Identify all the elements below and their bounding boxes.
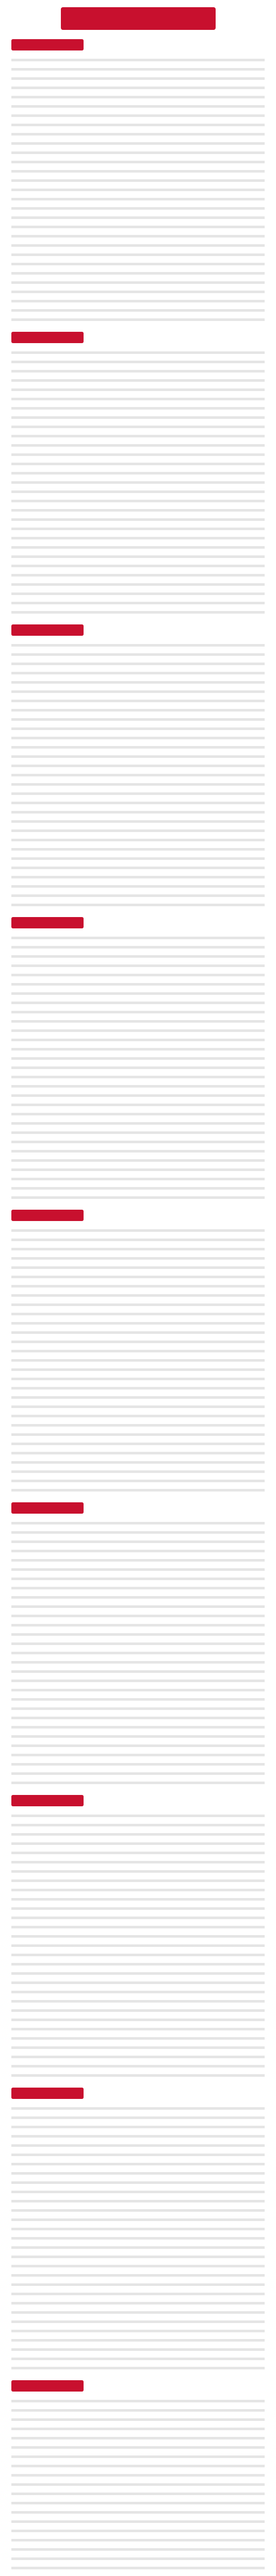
section-body bbox=[11, 641, 265, 909]
section bbox=[11, 1210, 265, 1494]
section-body bbox=[11, 1811, 265, 2079]
section-heading bbox=[11, 1210, 84, 1221]
section bbox=[11, 39, 265, 324]
section-heading bbox=[11, 917, 84, 928]
section-heading bbox=[11, 39, 84, 50]
section-heading bbox=[11, 332, 84, 343]
section-heading bbox=[11, 2088, 84, 2099]
section bbox=[11, 624, 265, 909]
section-heading bbox=[11, 624, 84, 636]
section-heading bbox=[11, 1795, 84, 1806]
section-body bbox=[11, 348, 265, 616]
section bbox=[11, 917, 265, 1201]
section bbox=[11, 1502, 265, 1787]
section bbox=[11, 1795, 265, 2079]
section-body bbox=[11, 2104, 265, 2372]
section-body bbox=[11, 56, 265, 324]
section-heading bbox=[11, 1502, 84, 1514]
section-heading bbox=[11, 2380, 84, 2392]
section-body bbox=[11, 934, 265, 1201]
section-body bbox=[11, 1519, 265, 1787]
page-title bbox=[61, 7, 216, 30]
section-body bbox=[11, 2397, 265, 2576]
section bbox=[11, 2380, 265, 2576]
section bbox=[11, 332, 265, 616]
section bbox=[11, 2088, 265, 2372]
section-body bbox=[11, 1226, 265, 1494]
